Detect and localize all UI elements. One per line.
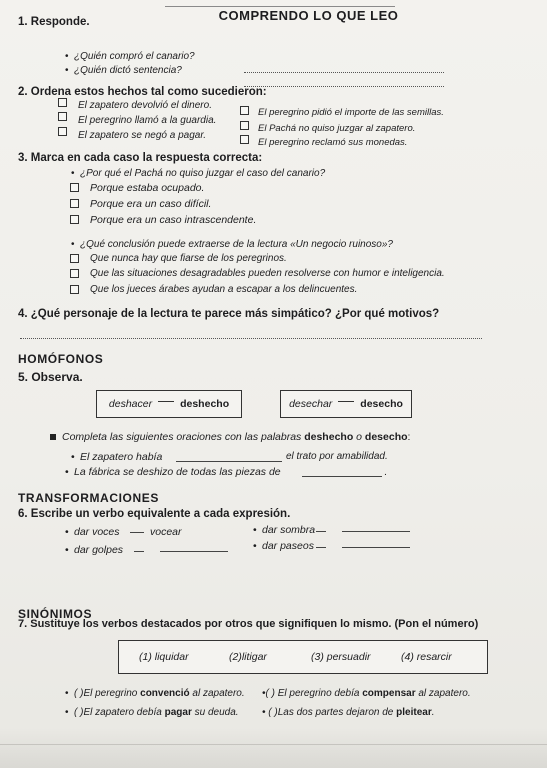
q2-checkbox-left-3[interactable] <box>58 127 67 136</box>
q3-checkbox-6[interactable] <box>70 285 79 294</box>
q2-left-3: El zapatero se negó a pagar. <box>78 130 207 141</box>
q3-option-4: Que nunca hay que fiarse de los peregrinos. <box>90 253 287 264</box>
q2-checkbox-left-1[interactable] <box>58 98 67 107</box>
q6-expression-3: • dar sombra <box>262 524 315 536</box>
q1-answer-line-2[interactable] <box>244 86 444 87</box>
q2-right-1: El peregrino pidió el importe de las semillas. <box>258 107 444 118</box>
q6-heading: 6. Escribe un verbo equivalente a cada expresión. <box>18 508 291 520</box>
q7-sentence-2: •( ) El peregrino debía compensar al zapatero. <box>262 688 471 699</box>
q3-question-1: • ¿Por qué el Pachá no quiso juzgar el caso del canario? <box>80 168 325 179</box>
q6-blank-2[interactable] <box>160 551 228 552</box>
q5-blank-1[interactable] <box>176 461 282 462</box>
q3-heading: 3. Marca en cada caso la respuesta correcta: <box>18 152 263 164</box>
q7-option-2: (2)litigar <box>229 651 267 663</box>
q6-dash-3 <box>316 531 326 532</box>
q7-option-3: (3) persuadir <box>311 651 371 663</box>
box1-word-a: deshacer <box>108 398 153 410</box>
q7-heading: 7. Sustituye los verbos destacados por otros que signifiquen lo mismo. (Pon el número) <box>18 618 479 630</box>
q7-sentence-1: • ( )El peregrino convenció al zapatero. <box>74 688 245 699</box>
q5-sentence-1-start: • El zapatero había <box>80 451 162 463</box>
q5-sentence-2-start: • La fábrica se deshizo de todas las piezas de <box>74 466 281 478</box>
q6-expression-2: • dar golpes <box>74 544 123 556</box>
page-title: COMPRENDO LO QUE LEO <box>218 8 399 23</box>
q5-blank-2[interactable] <box>302 476 382 477</box>
q2-checkbox-right-3[interactable] <box>240 135 249 144</box>
q3-checkbox-1[interactable] <box>70 183 79 192</box>
box2-dash <box>338 401 354 402</box>
word-pair-box-1 <box>96 390 242 418</box>
q6-expression-1: • dar voces <box>74 526 120 538</box>
q7-sentence-4: • ( )Las dos partes dejaron de pleitear. <box>262 707 435 718</box>
box1-word-b: deshecho <box>180 398 230 410</box>
q4-heading: 4. ¿Qué personaje de la lectura te parece más simpático? ¿Por qué motivos? <box>18 308 440 320</box>
q4-answer-line[interactable] <box>20 338 482 339</box>
page-shadow <box>0 728 547 768</box>
q5-sentence-2-end: . <box>384 466 387 478</box>
q2-heading: 2. Ordena estos hechos tal como sucedieron: <box>18 86 267 98</box>
q3-question-2: • ¿Qué conclusión puede extraerse de la lectura «Un negocio ruinoso»? <box>80 239 393 250</box>
q3-checkbox-2[interactable] <box>70 199 79 208</box>
q1-item-2: • ¿Quién dictó sentencia? <box>74 65 182 76</box>
box1-dash <box>158 401 174 402</box>
word-pair-box-2 <box>280 390 412 418</box>
q6-blank-3[interactable] <box>342 531 410 532</box>
q6-dash-1 <box>130 532 144 533</box>
q1-item-1: • ¿Quién compró el canario? <box>74 51 195 62</box>
q2-checkbox-right-2[interactable] <box>240 121 249 130</box>
section-homofonos: HOMÓFONOS <box>18 352 104 366</box>
box2-word-b: desecho <box>360 398 403 410</box>
q7-option-4: (4) resarcir <box>401 651 452 663</box>
q2-checkbox-right-1[interactable] <box>240 106 249 115</box>
q3-checkbox-5[interactable] <box>70 269 79 278</box>
top-rule <box>165 6 395 7</box>
box2-word-a: desechar <box>289 398 333 410</box>
q2-left-2: El peregrino llamó a la guardia. <box>78 115 217 126</box>
q2-left-1: El zapatero devolvió el dinero. <box>78 100 212 111</box>
q1-answer-line-1[interactable] <box>244 72 444 73</box>
q2-right-3: El peregrino reclamó sus monedas. <box>258 137 408 148</box>
section-sinonimos: SINÓNIMOS <box>18 607 93 621</box>
q1-heading: 1. Responde. <box>18 16 90 28</box>
q3-option-5: Que las situaciones desagradables pueden resolverse con humor e inteligencia. <box>90 268 445 279</box>
q7-options-box <box>118 640 488 674</box>
q3-checkbox-4[interactable] <box>70 254 79 263</box>
q5-sentence-1-end: el trato por amabilidad. <box>286 451 388 462</box>
q3-option-2: Porque era un caso difícil. <box>90 198 212 210</box>
q6-expression-4: • dar paseos <box>262 540 314 552</box>
section-transformaciones: TRANSFORMACIONES <box>18 491 159 505</box>
q6-blank-4[interactable] <box>342 547 410 548</box>
q3-option-3: Porque era un caso intrascendente. <box>90 214 257 226</box>
q6-example-answer: vocear <box>150 526 182 538</box>
q3-option-6: Que los jueces árabes ayudan a escapar a los delincuentes. <box>90 284 358 295</box>
square-bullet-icon <box>50 434 56 440</box>
q5-heading: 5. Observa. <box>18 370 83 384</box>
q6-dash-2 <box>134 551 144 552</box>
q2-right-2: El Pachá no quiso juzgar al zapatero. <box>258 123 416 134</box>
q6-dash-4 <box>316 547 326 548</box>
q3-checkbox-3[interactable] <box>70 215 79 224</box>
q7-option-1: (1) liquidar <box>139 651 189 663</box>
q3-option-1: Porque estaba ocupado. <box>90 182 205 194</box>
q2-checkbox-left-2[interactable] <box>58 112 67 121</box>
q5-instruction: Completa las siguientes oraciones con las palabras deshecho o desecho: <box>62 431 411 443</box>
q7-sentence-3: • ( )El zapatero debía pagar su deuda. <box>74 707 239 718</box>
